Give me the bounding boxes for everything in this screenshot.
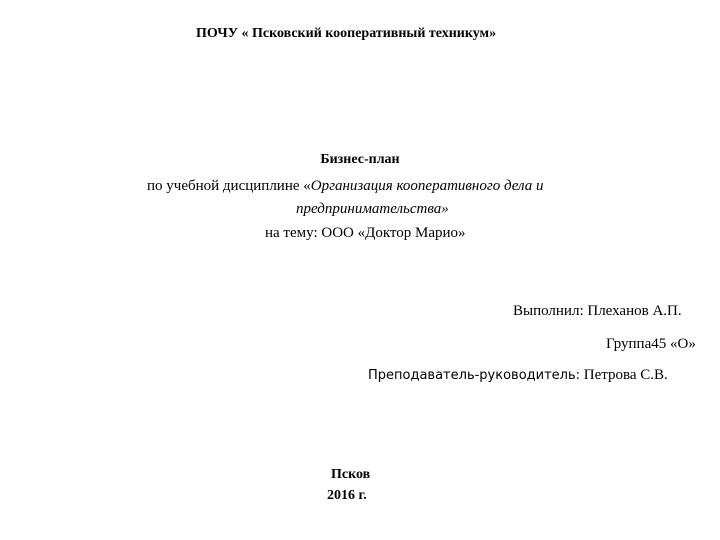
document-type: Бизнес-план [320, 152, 400, 167]
group: Группа45 «О» [606, 336, 696, 352]
discipline-prefix: по учебной дисциплине « [147, 178, 311, 194]
discipline-name-part2: предпринимательства» [296, 201, 449, 217]
topic: на тему: ООО «Доктор Марио» [265, 225, 466, 241]
city: Псков [331, 467, 371, 482]
institution-name: ПОЧУ « Псковский кооперативный техникум» [196, 26, 497, 41]
supervisor [368, 367, 668, 384]
supervisor-name: Петрова С.В. [580, 367, 668, 383]
performer: Выполнил: Плеханов А.П. [513, 303, 682, 319]
year: 2016 г. [327, 488, 367, 503]
discipline-line-1 [147, 178, 544, 195]
discipline-name-part1: Организация кооперативного дела и [310, 178, 544, 194]
supervisor-label: Преподаватель-руководитель: [368, 368, 581, 383]
